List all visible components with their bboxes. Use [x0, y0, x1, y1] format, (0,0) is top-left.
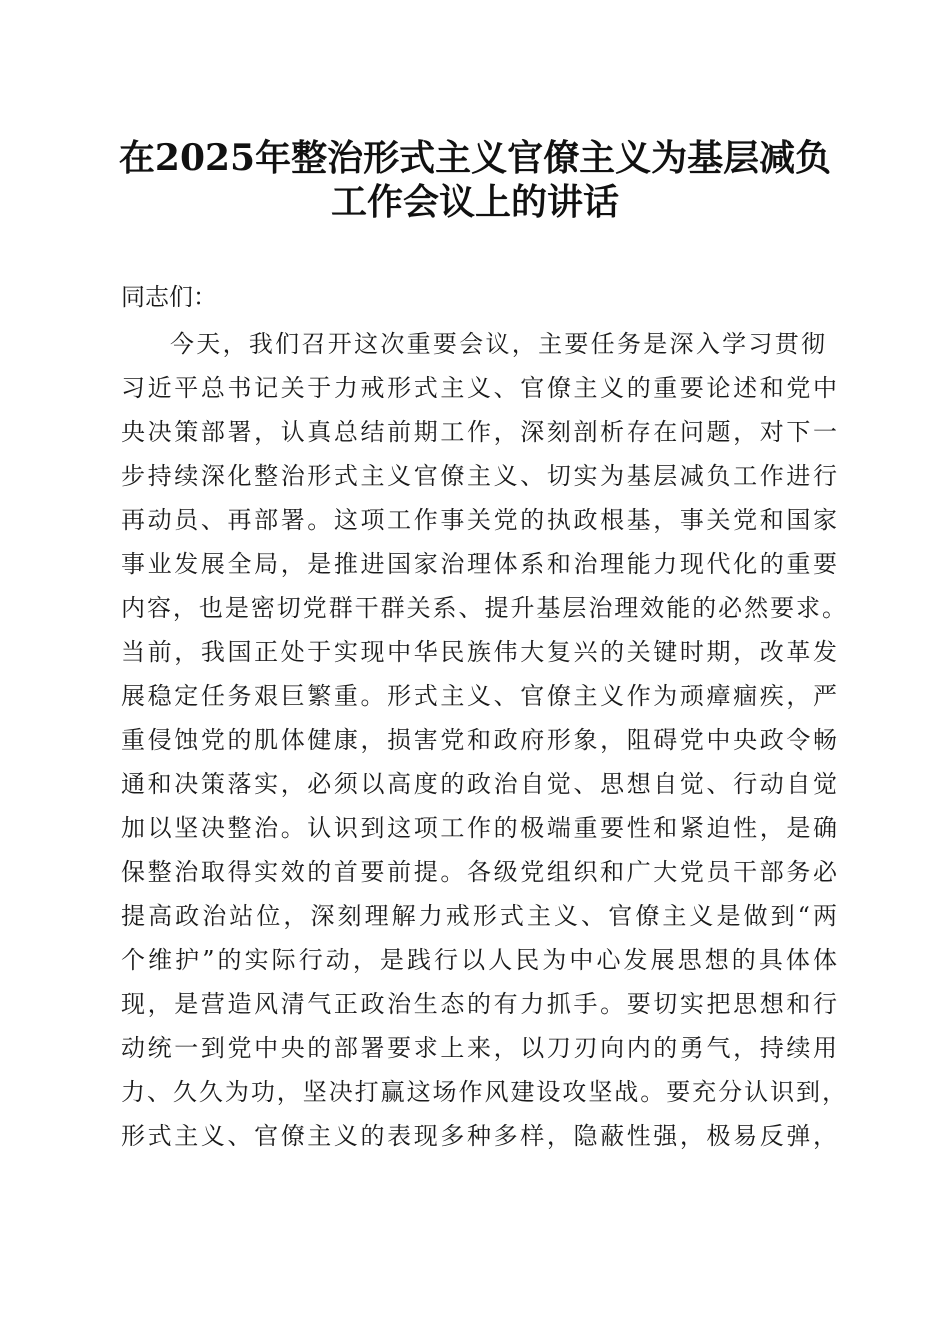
paragraph-line: 展稳定任务艰巨繁重。形式主义、官僚主义作为顽瘴痼疾，严 [121, 682, 837, 710]
paragraph-line: 步持续深化整治形式主义官僚主义、切实为基层减负工作进行 [121, 462, 837, 490]
paragraph-line: 今天，我们召开这次重要会议，主要任务是深入学习贯彻 [170, 330, 825, 358]
paragraph-line: 央决策部署，认真总结前期工作，深刻剖析存在问题，对下一 [121, 418, 837, 446]
paragraph-line: 个维护”的实际行动，是践行以人民为中心发展思想的具体体 [121, 946, 837, 974]
document-title-line-2: 工作会议上的讲话 [330, 181, 619, 223]
paragraph-line: 加以坚决整治。认识到这项工作的极端重要性和紧迫性，是确 [121, 814, 837, 842]
paragraph-line: 通和决策落实，必须以高度的政治自觉、思想自觉、行动自觉 [121, 770, 837, 798]
paragraph-line: 当前，我国正处于实现中华民族伟大复兴的关键时期，改革发 [121, 638, 837, 666]
paragraph-line: 形式主义、官僚主义的表现多种多样，隐蔽性强，极易反弹， [121, 1122, 837, 1150]
paragraph-line: 现，是营造风清气正政治生态的有力抓手。要切实把思想和行 [121, 990, 837, 1018]
paragraph-line: 内容，也是密切党群干群关系、提升基层治理效能的必然要求。 [121, 594, 846, 622]
paragraph-line: 习近平总书记关于力戒形式主义、官僚主义的重要论述和党中 [121, 374, 837, 402]
paragraph-line: 再动员、再部署。这项工作事关党的执政根基，事关党和国家 [121, 506, 837, 534]
paragraph-line: 提高政治站位，深刻理解力戒形式主义、官僚主义是做到“两 [121, 902, 837, 930]
paragraph-line: 事业发展全局，是推进国家治理体系和治理能力现代化的重要 [121, 550, 837, 578]
paragraph-line: 保整治取得实效的首要前提。各级党组织和广大党员干部务必 [121, 858, 837, 886]
paragraph-line: 力、久久为功，坚决打赢这场作风建设攻坚战。要充分认识到， [121, 1078, 846, 1106]
paragraph-line: 动统一到党中央的部署要求上来，以刀刃向内的勇气，持续用 [121, 1034, 837, 1062]
document-title-line-1: 在2025年整治形式主义官僚主义为基层减负 [118, 137, 832, 179]
salutation: 同志们： [121, 283, 217, 311]
paragraph-line: 重侵蚀党的肌体健康，损害党和政府形象，阻碍党中央政令畅 [121, 726, 837, 754]
